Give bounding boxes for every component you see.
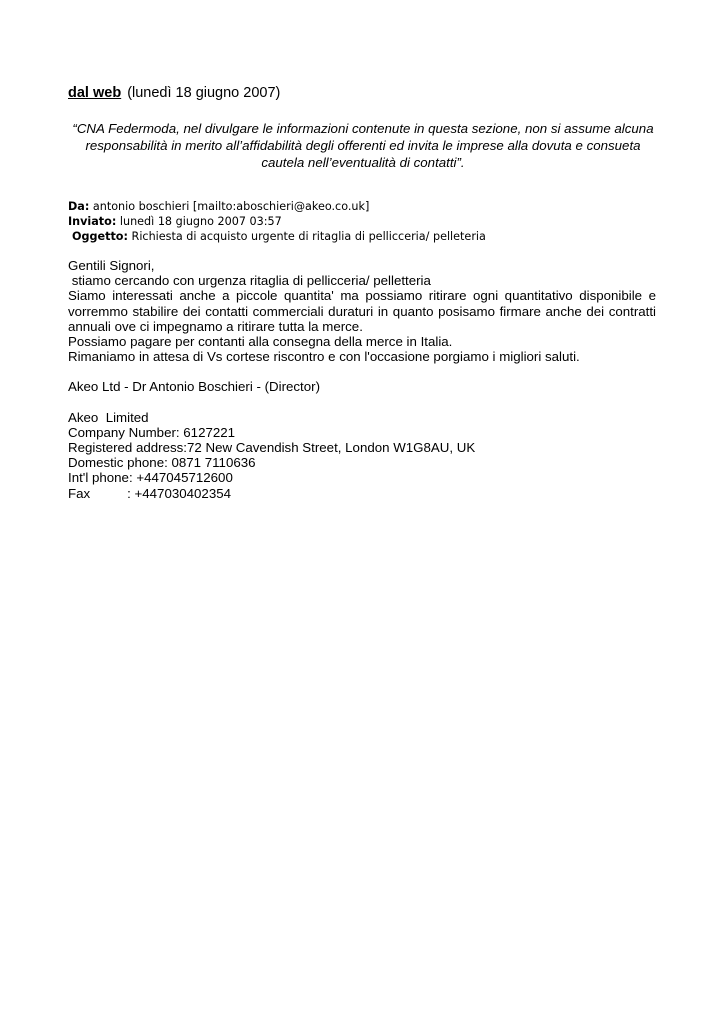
fax-number: Fax : +447030402354 [68, 485, 232, 501]
company-name: Akeo Limited [68, 409, 149, 425]
spacer [68, 364, 656, 379]
document-heading [68, 85, 280, 101]
from-value: antonio boschieri [mailto:aboschieri@akeo.co.uk] [92, 200, 370, 213]
signature: Akeo Ltd - Dr Antonio Boschieri - (Director) [68, 379, 320, 395]
disclaimer-line: “CNA Federmoda, nel divulgare le informazioni contenute in questa sezione, non si assume alcuna [72, 121, 654, 136]
from-label: Da: [68, 200, 90, 213]
subject-row [68, 229, 486, 244]
company-address: Registered address:72 New Cavendish Street, London W1G8AU, UK [68, 440, 476, 456]
greeting: Gentili Signori, [68, 258, 155, 273]
body-line: annuali ove ci impegnamo a ritirare tutta la merce. [68, 318, 363, 334]
heading-date: (lunedì 18 giugno 2007) [127, 85, 281, 101]
email-headers [68, 199, 486, 244]
intl-phone: Int'l phone: +447045712600 [68, 470, 233, 486]
body-line: Siamo interessati anche a piccole quantita' ma possiamo ritirare ogni quantitativo disponibile e [68, 288, 656, 304]
sent-row [68, 214, 486, 229]
body-line: Possiamo pagare per contanti alla consegna della merce in Italia. [68, 334, 453, 350]
source-label: dal web [68, 85, 122, 101]
disclaimer-line: responsabilità in merito all’affidabilità degli offerenti ed invita le imprese alla dovuta e consueta [85, 138, 641, 153]
from-row [68, 199, 486, 214]
disclaimer [68, 120, 658, 171]
spacer [68, 395, 656, 410]
domestic-phone: Domestic phone: 0871 7110636 [68, 455, 256, 471]
company-number: Company Number: 6127221 [68, 424, 236, 440]
body-line: Rimaniamo in attesa di Vs cortese riscontro e con l'occasione porgiamo i migliori saluti. [68, 349, 580, 365]
body-line: stiamo cercando con urgenza ritaglia di pellicceria/ pelletteria [68, 273, 431, 289]
message-body [68, 258, 656, 501]
subject-label: Oggetto: [72, 230, 128, 243]
subject-value: Richiesta di acquisto urgente di ritaglia di pellicceria/ pelleteria [131, 230, 486, 243]
disclaimer-line: cautela nell’eventualità di contatti”. [261, 155, 465, 170]
sent-label: Inviato: [68, 215, 117, 228]
sent-value: lunedì 18 giugno 2007 03:57 [119, 215, 282, 228]
body-line: vorremmo stabilire dei contatti commerciali duraturi in quanto posisamo firmare anche dei contratti [68, 303, 656, 319]
